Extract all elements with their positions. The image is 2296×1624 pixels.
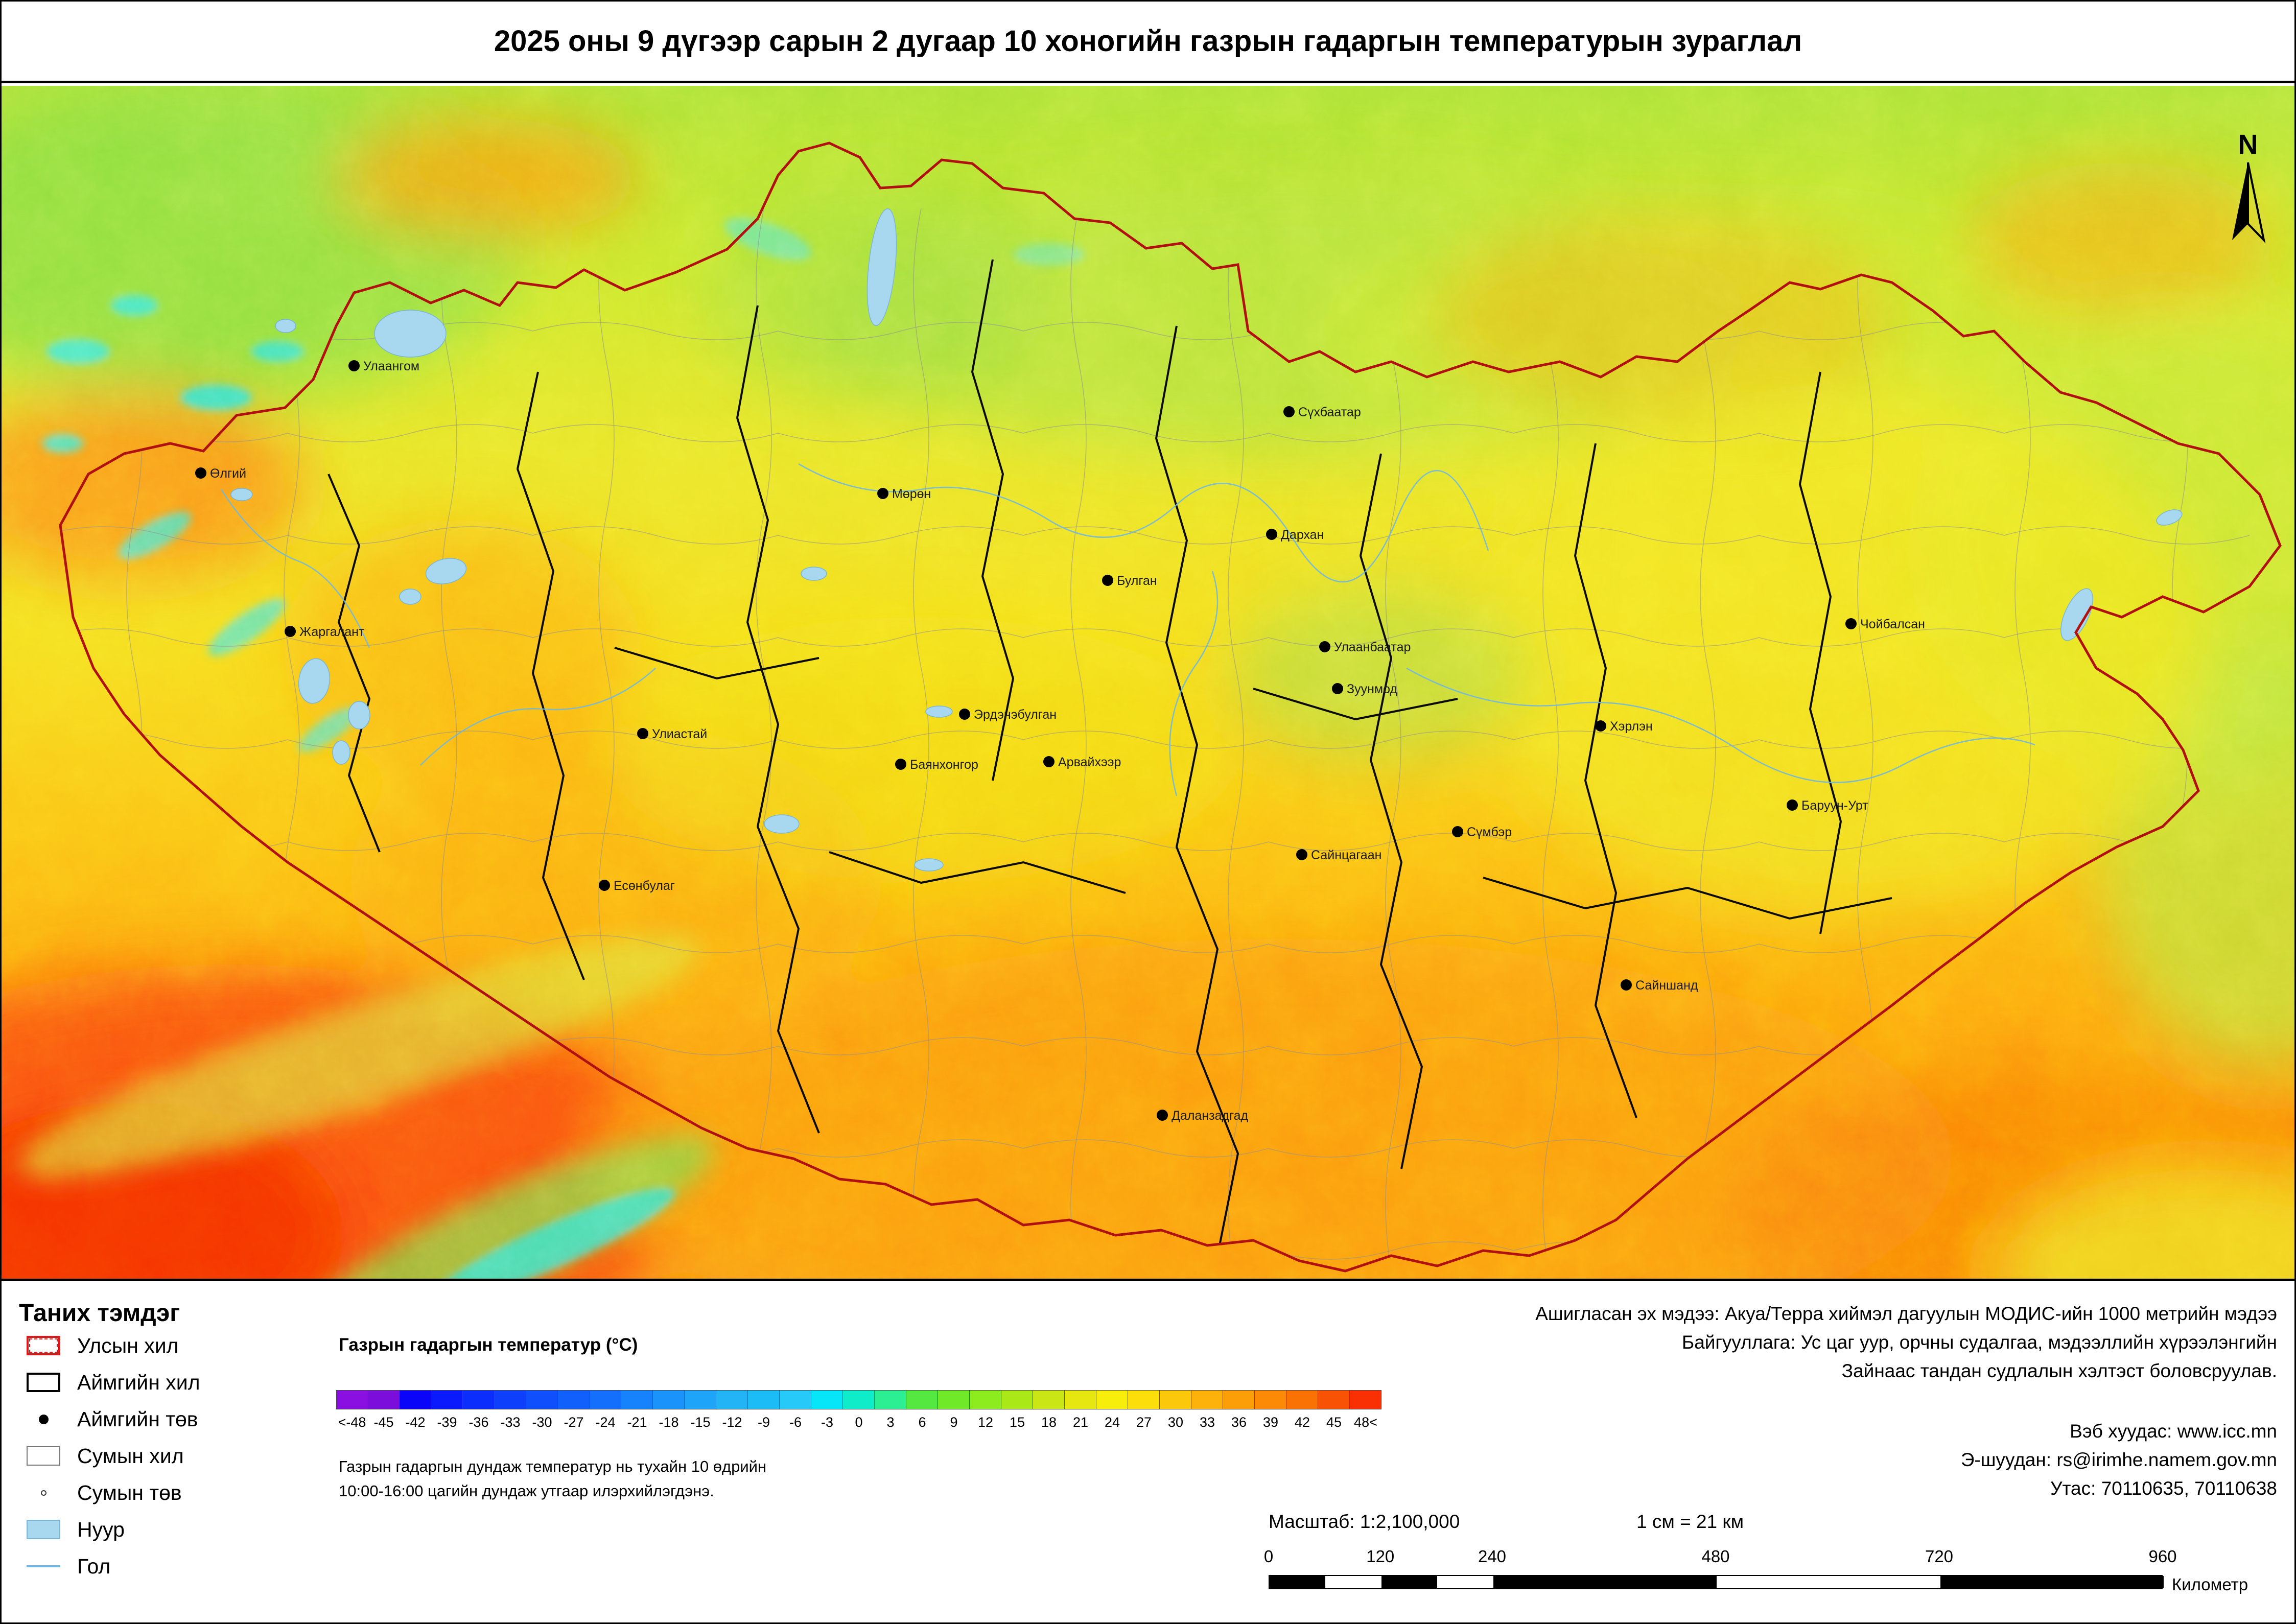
- lake: [801, 567, 827, 580]
- scalebar-tick: 720: [1925, 1547, 1954, 1566]
- scalebar-segment: [1381, 1576, 1437, 1588]
- lake: [764, 815, 799, 833]
- aimag-center-label: Зуунмод: [1347, 682, 1398, 696]
- river-swatch: [27, 1565, 60, 1567]
- lake: [915, 859, 943, 871]
- scalebar-segment: [1325, 1576, 1381, 1588]
- legend-item: [19, 1364, 200, 1401]
- legend: [19, 1299, 200, 1585]
- colorbar-cell: [526, 1390, 558, 1409]
- scalebar-segment: [1493, 1576, 1717, 1588]
- scalebar-tick: 120: [1366, 1547, 1395, 1566]
- north-label: N: [2238, 129, 2258, 160]
- aimag-center-dot: [1102, 575, 1113, 586]
- aimag-center-dot: [1266, 529, 1277, 540]
- colorbar-cell: [716, 1390, 748, 1409]
- aimag-center-dot: [1283, 406, 1295, 417]
- aimag-center-label: Баруун-Урт: [1801, 798, 1868, 813]
- aimag-center-label: Улиастай: [652, 727, 708, 741]
- aimag-center-label: Есөнбулаг: [614, 879, 675, 893]
- scalebar-tick: 480: [1701, 1547, 1730, 1566]
- phone: Утас: 70110635, 70110638: [2050, 1478, 2277, 1499]
- colorbar-tick-label: -12: [722, 1415, 742, 1430]
- title-bar: [2, 2, 2294, 83]
- lake: [926, 706, 952, 717]
- colorbar-cell: [463, 1390, 495, 1409]
- aimag-center-label: Сүхбаатар: [1298, 405, 1361, 419]
- colorbar-tick-label: -39: [437, 1415, 457, 1430]
- colorbar-tick-label: 12: [977, 1415, 994, 1430]
- colorbar-cell: [938, 1390, 970, 1409]
- colorbar-cell: [1001, 1390, 1033, 1409]
- colorbar-cell: [590, 1390, 621, 1409]
- colorbar-cell: [1096, 1390, 1128, 1409]
- colorbar-tick-label: 18: [1041, 1415, 1057, 1430]
- colorbar-cell: [1223, 1390, 1255, 1409]
- aimag-center-label: Сайнцагаан: [1311, 848, 1382, 862]
- aimag-center-dot: [285, 626, 296, 637]
- colorbar-tick-label: 36: [1231, 1415, 1247, 1430]
- aimag-center-swatch: [39, 1415, 49, 1424]
- legend-item-label: Нуур: [77, 1517, 125, 1541]
- colorbar-tick-label: -27: [564, 1415, 584, 1430]
- colorbar-cell: [495, 1390, 526, 1409]
- legend-item: [19, 1438, 200, 1474]
- aimag-center-dot: [1332, 683, 1343, 694]
- colorbar-cell: [780, 1390, 811, 1409]
- colorbar-tick-label: 0: [855, 1415, 863, 1430]
- colorbar-cell: [1128, 1390, 1160, 1409]
- colorbar-tick-label: -42: [405, 1415, 426, 1430]
- colorbar-note-2: 10:00-16:00 цагийн дундаж утгаар илэрхийлэгдэнэ.: [339, 1482, 714, 1500]
- colorbar-cell: [685, 1390, 716, 1409]
- colorbar-cell: [1191, 1390, 1223, 1409]
- aimag-center-label: Даланзадгад: [1172, 1109, 1249, 1123]
- legend-item: [19, 1327, 200, 1364]
- aimag-center-dot: [637, 728, 648, 739]
- colorbar-tick-label: 27: [1136, 1415, 1152, 1430]
- page-title: 2025 оны 9 дүгээр сарын 2 дугаар 10 хоногийн газрын гадаргын температурын зураглал: [494, 25, 1802, 58]
- colorbar-cell: [1065, 1390, 1096, 1409]
- aimag-center-dot: [1595, 720, 1606, 732]
- aimag-center-label: Чойбалсан: [1860, 617, 1925, 631]
- scale-cm: 1 см = 21 км: [1636, 1511, 1744, 1532]
- aimag-center-label: Улаанбаатар: [1334, 640, 1411, 654]
- aimag-center-label: Сайншанд: [1635, 978, 1698, 993]
- aimag-center-dot: [599, 880, 610, 891]
- colorbar-tick-label: -36: [468, 1415, 489, 1430]
- aimag-center-label: Мөрөн: [892, 487, 931, 501]
- colorbar-tick-label: 21: [1072, 1415, 1089, 1430]
- colorbar-tick-label: 3: [886, 1415, 895, 1430]
- lake: [275, 319, 296, 333]
- aimag-center-label: Арвайхээр: [1058, 755, 1121, 769]
- colorbar-tick-label: 9: [950, 1415, 958, 1430]
- colorbar-tick-label: 15: [1009, 1415, 1025, 1430]
- lake: [333, 741, 350, 764]
- north-arrow: [2225, 131, 2271, 245]
- colorbar-cell: [653, 1390, 685, 1409]
- colorbar-tick-label: 42: [1294, 1415, 1310, 1430]
- aimag-center-dot: [1787, 799, 1798, 811]
- info-panel: [2, 1284, 2296, 1624]
- colorbar-cell: [811, 1390, 843, 1409]
- scalebar-tick: 240: [1478, 1547, 1507, 1566]
- scalebar-segment: [1270, 1576, 1325, 1588]
- aimag-center-dot: [1296, 849, 1307, 860]
- aimag-center-label: Сүмбэр: [1467, 825, 1512, 839]
- scalebar-tick: 0: [1263, 1547, 1274, 1566]
- website: Вэб хуудас: www.icc.mn: [2070, 1421, 2277, 1442]
- soum-swatch: [27, 1446, 60, 1466]
- colorbar-tick-label: 30: [1167, 1415, 1184, 1430]
- colorbar-cell: [875, 1390, 906, 1409]
- source-line-1: Ашигласан эх мэдээ: Акуа/Терра хиймэл дагуулын МОДИС-ийн 1000 метрийн мэдээ: [1535, 1303, 2277, 1324]
- lake: [400, 589, 421, 604]
- aimag-center-dot: [1621, 979, 1632, 991]
- scalebar-ticks: [1263, 1547, 2177, 1567]
- aimag-center-dot: [1157, 1110, 1168, 1121]
- colorbar-tick-label: -21: [627, 1415, 647, 1430]
- colorbar-cell: [1033, 1390, 1065, 1409]
- colorbar-tick-label: 33: [1199, 1415, 1215, 1430]
- lake: [348, 701, 370, 729]
- aimag-center-dot: [1452, 826, 1463, 837]
- colorbar-tick-label: 48<: [1354, 1415, 1377, 1430]
- aimag-center-dot: [1845, 618, 1857, 629]
- lake: [374, 310, 446, 357]
- colorbar-tick-label: -6: [789, 1415, 802, 1430]
- colorbar-tick-label: -3: [821, 1415, 833, 1430]
- aimag-center-label: Эрдэнэбулган: [974, 708, 1057, 722]
- colorbar-cell: [558, 1390, 590, 1409]
- legend-item-label: Сумын төв: [77, 1480, 182, 1504]
- colorbar-tick-label: 24: [1104, 1415, 1120, 1430]
- scalebar: [1269, 1575, 2163, 1589]
- aimag-center-label: Булган: [1117, 574, 1157, 588]
- aimag-center-label: Өлгий: [210, 466, 247, 481]
- colorbar-cell: [748, 1390, 780, 1409]
- colorbar-cell: [970, 1390, 1001, 1409]
- colorbar-note-1: Газрын гадаргын дундаж температур нь тухайн 10 өдрийн: [339, 1457, 767, 1475]
- lake: [231, 488, 252, 501]
- colorbar-cell: [621, 1390, 653, 1409]
- aimag-center-dot: [348, 360, 360, 371]
- colorbar-tick-label: 45: [1326, 1415, 1342, 1430]
- aimag-center-dot: [1043, 756, 1055, 767]
- colorbar-cell: [400, 1390, 431, 1409]
- colorbar-tick-label: -33: [500, 1415, 521, 1430]
- aimag-center-dot: [959, 709, 970, 720]
- noise-fine: [2, 86, 2296, 1281]
- colorbar-cell: [431, 1390, 463, 1409]
- aimag-swatch: [27, 1373, 60, 1392]
- legend-item: [19, 1548, 200, 1585]
- scalebar-segment: [1717, 1576, 1940, 1588]
- colorbar-cell: [843, 1390, 875, 1409]
- colorbar-tick-label: -24: [595, 1415, 616, 1430]
- colorbar: [336, 1390, 1381, 1409]
- legend-item-label: Аймгийн төв: [77, 1407, 198, 1431]
- legend-item: [19, 1401, 200, 1438]
- country-swatch: [27, 1336, 60, 1355]
- soum-center-swatch: [41, 1490, 46, 1496]
- colorbar-title: Газрын гадаргын температур (°C): [339, 1335, 638, 1355]
- colorbar-tick-label: -18: [659, 1415, 679, 1430]
- scalebar-segment: [1437, 1576, 1493, 1588]
- aimag-center-dot: [1319, 641, 1330, 652]
- email: Э-шуудан: rs@irimhe.namem.gov.mn: [1960, 1449, 2277, 1470]
- legend-item: [19, 1474, 200, 1511]
- colorbar-labels: [336, 1415, 1381, 1430]
- colorbar-tick-label: <-48: [338, 1415, 366, 1430]
- colorbar-tick-label: -30: [532, 1415, 552, 1430]
- colorbar-cell: [336, 1390, 368, 1409]
- scalebar-unit: Километр: [2172, 1575, 2248, 1594]
- source-line-3: Зайнаас тандан судлалын хэлтэст боловсруулав.: [1841, 1360, 2277, 1381]
- source-line-2: Байгууллага: Ус цаг уур, орчны судалгаа, мэдээллийн хүрээлэнгийн: [1681, 1332, 2277, 1353]
- legend-item-label: Улсын хил: [77, 1333, 179, 1357]
- colorbar-cell: [1160, 1390, 1191, 1409]
- colorbar-tick-label: -15: [690, 1415, 711, 1430]
- scale-ratio: Масштаб: 1:2,100,000: [1269, 1511, 1460, 1532]
- legend-title: Таних тэмдэг: [19, 1300, 180, 1327]
- legend-item: [19, 1511, 200, 1548]
- scalebar-segment: [1940, 1576, 2164, 1588]
- colorbar-cell: [906, 1390, 938, 1409]
- north-arrow-icon: [2225, 158, 2271, 245]
- aimag-center-label: Дархан: [1281, 528, 1324, 542]
- scalebar-tick: 960: [2148, 1547, 2177, 1566]
- temperature-map: [2, 86, 2296, 1281]
- legend-item-label: Сумын хил: [77, 1444, 184, 1468]
- aimag-center-dot: [895, 759, 906, 770]
- legend-item-label: Аймгийн хил: [77, 1370, 200, 1394]
- colorbar-cell: [368, 1390, 400, 1409]
- aimag-center-dot: [877, 488, 888, 499]
- scale-block: [1263, 1284, 2285, 1624]
- aimag-center-dot: [195, 467, 206, 479]
- lake-swatch: [27, 1520, 60, 1539]
- aimag-center-label: Баянхонгор: [910, 758, 978, 772]
- aimag-center-label: Хэрлэн: [1610, 719, 1653, 734]
- colorbar-tick-label: 39: [1262, 1415, 1279, 1430]
- legend-item-label: Гол: [77, 1554, 111, 1578]
- map-canvas: [2, 86, 2296, 1281]
- aimag-center-label: Улаангом: [363, 359, 420, 373]
- colorbar-tick-label: -9: [757, 1415, 770, 1430]
- aimag-center-label: Жаргалант: [299, 625, 365, 639]
- colorbar-tick-label: 6: [918, 1415, 926, 1430]
- legend-items: [19, 1327, 200, 1585]
- colorbar-tick-label: -45: [373, 1415, 394, 1430]
